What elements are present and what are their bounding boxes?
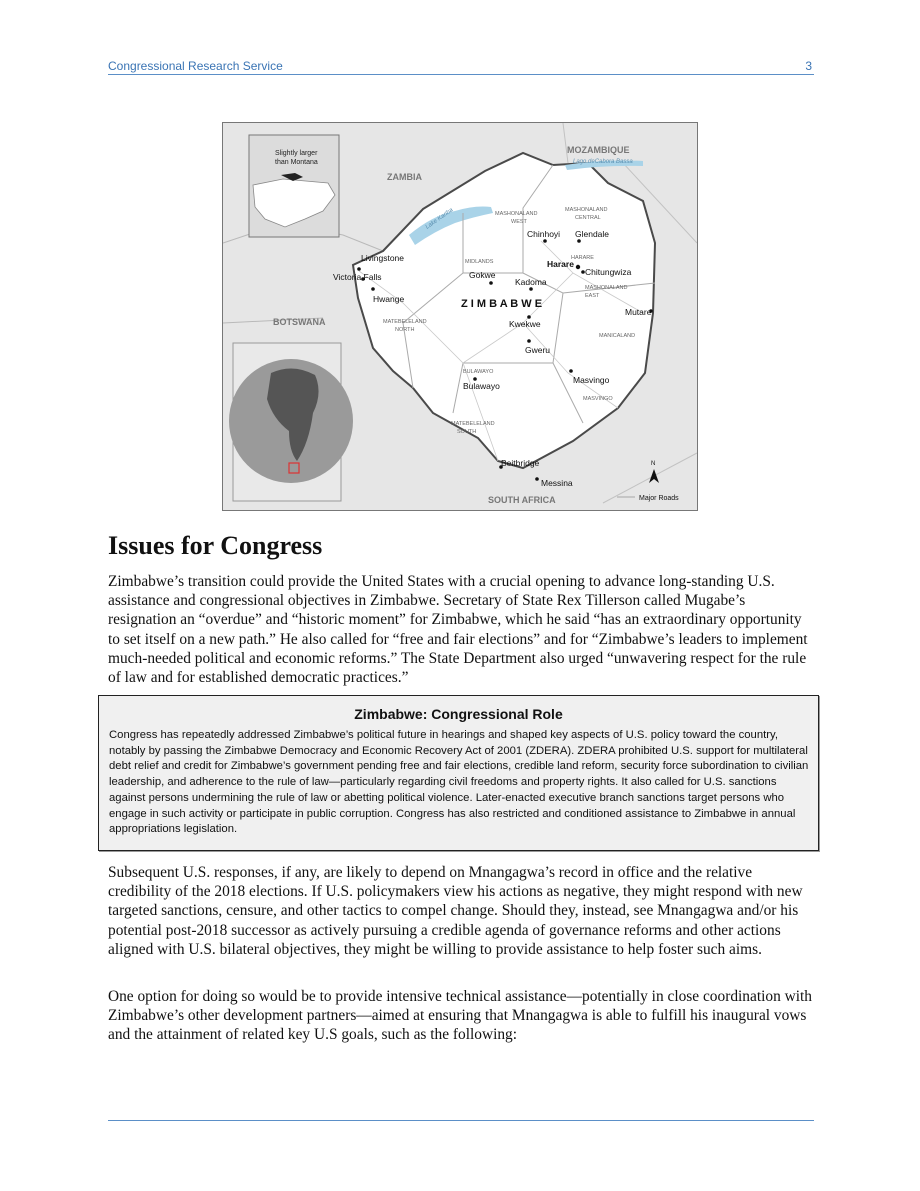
province-mashonaland-west: MASHONALAND	[495, 211, 538, 217]
page-header	[108, 58, 814, 75]
dot-chinhoyi	[543, 239, 547, 243]
paragraph-3: One option for doing so would be to provide intensive technical assistance—potentially in close coordination with Zimbabwe’s other development partners—aimed at ensuring that Mnangagwa is able to fulfill his inaugural vows and the attainment of related key U.S goals, such as the following:	[108, 988, 812, 1044]
province-harare: HARARE	[571, 255, 594, 261]
province-bulawayo: BULAWAYO	[463, 369, 494, 375]
city-chinhoyi: Chinhoyi	[527, 229, 561, 239]
city-victoria-falls: Victoria Falls	[333, 272, 382, 282]
province-mashonaland-west-2: WEST	[511, 219, 527, 225]
province-mashonaland-east-2: EAST	[585, 293, 600, 299]
label-botswana: BOTSWANA	[273, 317, 326, 327]
province-matebeleland-south: MATEBELELAND	[451, 421, 495, 427]
dot-kadoma	[529, 287, 533, 291]
city-masvingo: Masvingo	[573, 375, 610, 385]
province-matebeleland-south-2: SOUTH	[457, 429, 477, 435]
zimbabwe-map	[222, 122, 698, 511]
city-kwekwe: Kwekwe	[509, 319, 541, 329]
province-matebeleland-north-2: NORTH	[395, 327, 415, 333]
legend-major-roads: Major Roads	[639, 495, 679, 502]
city-mutare: Mutare	[625, 307, 652, 317]
congressional-role-box	[98, 695, 819, 851]
dot-glendale	[577, 239, 581, 243]
city-beitbridge: Beitbridge	[501, 458, 540, 468]
city-bulawayo: Bulawayo	[463, 381, 500, 391]
paragraph-2: Subsequent U.S. responses, if any, are likely to depend on Mnangagwa’s record in office and the relative credibility of the 2018 elections. If U.S. policymakers view his actions as negative, they might respond with new targeted sanctions, censure, and other tactics to compel change. Should they, instead, see Mnangagwa and/or his potential post-2018 successor as actively pursuing a credible agenda of governance reforms and other actions aligned with U.S. bilateral objectives, they might be willing to provide assistance to help foster such aims.	[108, 864, 803, 958]
city-glendale: Glendale	[575, 229, 610, 239]
city-messina: Messina	[541, 478, 573, 488]
label-zambia: ZAMBIA	[387, 172, 422, 182]
paragraph-1: Zimbabwe’s transition could provide the United States with a crucial opening to advance long-standing U.S. assistance and congressional objectives in Zimbabwe. Secretary of State Rex Tillerson called Mugabe’s resignation an “overdue” and “historic moment” for Zimbabwe, which he said “has an extraordinary opportunity to set itself on a new path.” He also called for “free and fair elections” and for “Zimbabwe’s leaders to implement much-needed political and economic reforms.” The State Department also urged “unwavering respect for the rule of law and for established democratic practices.”	[108, 573, 808, 687]
city-kadoma: Kadoma	[515, 277, 547, 287]
dot-harare	[576, 265, 580, 269]
city-hwange: Hwange	[373, 294, 405, 304]
label-lake-cabora: Lago deCabora Bassa	[573, 159, 633, 165]
city-livingstone: Livingstone	[361, 253, 405, 263]
inset-note-line1: Slightly larger	[275, 150, 318, 157]
label-mozambique: MOZAMBIQUE	[567, 145, 630, 155]
section-heading: Issues for Congress	[108, 531, 323, 560]
province-manicaland: MANICALAND	[599, 333, 636, 339]
dot-hwange	[371, 287, 375, 291]
box-body: Congress has repeatedly addressed Zimbabwe’s political future in hearings and shaped key aspects of U.S. policy toward the country, notably by passing the Zimbabwe Democracy and Economic Recovery Act of 2001 (ZDERA). ZDERA prohibited U.S. support for multilateral debt relief and credit for Zimbabwe’s government pending free and fair elections, credible land reform, security force subordination to civilian leadership, and adherence to the rule of law—particularly regarding civil freedoms and property rights. It also called for U.S. sanctions against persons undermining the rule of law or abetting political violence. Later-enacted executive branch sanctions target persons who engage in such activity or participate in public corruption. Congress has also restricted and conditioned assistance to Zimbabwe in annual appropriations legislation.	[109, 729, 809, 836]
city-gokwe: Gokwe	[469, 270, 496, 280]
dot-gokwe	[489, 281, 493, 285]
dot-messina	[535, 477, 539, 481]
province-matebeleland-north: MATEBELELAND	[383, 319, 427, 325]
label-south-africa: SOUTH AFRICA	[488, 495, 556, 505]
dot-masvingo	[569, 369, 573, 373]
label-zimbabwe: Z I M B A B W E	[461, 298, 543, 310]
north-arrow-label: N	[651, 461, 656, 467]
province-mashonaland-central: MASHONALAND	[565, 207, 608, 213]
dot-livingstone	[357, 267, 361, 271]
inset-note-line2: than Montana	[275, 159, 318, 166]
city-chitungwiza: Chitungwiza	[585, 267, 632, 277]
label-lake-kariba: Lake Kariba	[424, 207, 455, 231]
city-harare: Harare	[547, 259, 574, 269]
province-mashonaland-central-2: CENTRAL	[575, 215, 601, 221]
province-masvingo: MASVINGO	[583, 396, 613, 402]
province-midlands: MIDLANDS	[465, 259, 494, 265]
city-gweru: Gweru	[525, 345, 551, 355]
box-title: Zimbabwe: Congressional Role	[354, 706, 563, 722]
page-number: 3	[805, 59, 812, 73]
publisher-name: Congressional Research Service	[108, 59, 283, 73]
province-mashonaland-east: MASHONALAND	[585, 285, 628, 291]
footer-rule	[108, 1120, 814, 1121]
dot-gweru	[527, 339, 531, 343]
